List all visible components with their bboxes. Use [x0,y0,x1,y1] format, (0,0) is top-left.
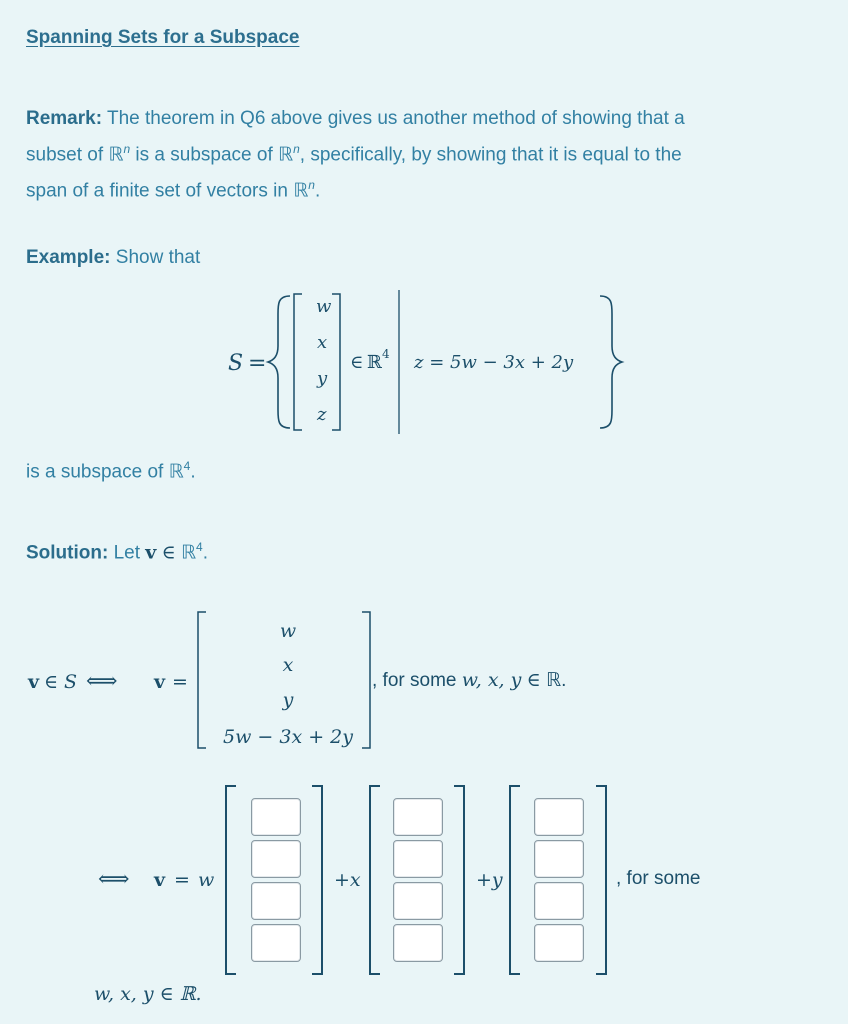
answer-box[interactable] [534,882,584,920]
answer-box[interactable] [534,840,584,878]
solution-end: . [202,542,209,564]
element-of-symbol: ∈ [350,352,364,373]
coefficient: w [198,869,215,891]
right-brace [600,296,622,428]
variables: w, x, y [461,669,522,691]
reals-symbol: ℝ [546,669,562,691]
left-brace [268,296,290,428]
example-conclusion [26,451,196,487]
svg-text:=: = [248,351,267,376]
conclusion-end: . [190,461,196,483]
right-bracket [312,786,322,974]
vector-v: v [154,671,166,693]
remark-line-3a: span of a finite set of vectors in [26,180,294,202]
set-name: S [228,351,244,376]
example-text: Show that [115,247,201,268]
solution-text: Let [113,542,146,564]
reals-symbol: ℝ [180,541,197,564]
vector-v: v [145,541,157,564]
reals-symbol: ℝ [278,143,294,166]
right-bracket [596,786,606,974]
coefficient: +x [334,869,361,891]
trailing-for-some: , for some [616,868,701,889]
vector-entry: y [317,368,328,389]
vector-entry: y [282,689,294,711]
remark-paragraph [26,104,826,207]
answer-box[interactable] [393,840,443,878]
vector-v: v [28,671,40,693]
solution-label: Solution: [26,542,109,564]
left-bracket [198,612,206,748]
conclusion-text: is a subspace of [26,461,169,483]
set-condition: z = 5w − 3x + 2y [414,352,574,373]
right-bracket [454,786,464,974]
exponent-n: n [293,142,300,156]
svg-text:=: = [174,869,190,891]
answer-box[interactable] [393,924,443,962]
set-name: S [64,671,78,693]
answer-box[interactable] [251,840,301,878]
exponent-4: 4 [196,540,203,554]
answer-box[interactable] [534,924,584,962]
exponent-4: 4 [183,459,191,473]
example-label: Example: [26,247,111,268]
final-line: w, x, y ∈ ℝ. [94,983,202,1005]
example-intro [26,243,200,273]
remark-line-2c: , specifically, by showing that it is equal to the [299,144,682,166]
svg-text:=: = [172,671,188,693]
for-some-text: , for some [372,670,462,691]
vector-entry: w [316,296,332,317]
left-bracket [510,786,520,974]
remark-line-2a: subset of [26,144,109,166]
iff-arrow: ⟺ [86,669,118,694]
right-bracket [332,294,340,430]
vector-v: v [154,869,166,891]
element-of-symbol: ∈ [161,541,176,564]
exponent-4: 4 [382,347,390,361]
answer-box[interactable] [251,798,301,836]
answer-box[interactable] [393,798,443,836]
element-of-symbol: ∈ [526,669,541,691]
page-title: Spanning Sets for a Subspace [26,27,300,48]
reals-symbol: ℝ [367,352,382,373]
vector-entry: z [317,404,327,425]
answer-box[interactable] [393,882,443,920]
answer-box[interactable] [534,798,584,836]
answer-box[interactable] [251,882,301,920]
left-bracket [226,786,236,974]
vector-entry: x [282,654,294,676]
left-bracket [294,294,302,430]
remark-line-1: The theorem in Q6 above gives us another method of showing that a [106,108,685,129]
reals-symbol: ℝ [293,179,309,202]
iff-arrow: ⟺ [98,867,130,892]
vector-entry: x [317,332,328,353]
remark-line-2b: is a subspace of [130,144,279,166]
for-some-clause [372,669,566,692]
exponent-n: n [123,142,131,156]
vector-entry: w [279,620,297,642]
remark-line-3b: . [314,180,321,202]
set-definition [220,286,640,436]
left-bracket [370,786,380,974]
clause-end: . [561,670,567,691]
reals-symbol: ℝ [108,143,124,166]
exponent-n: n [308,178,315,193]
solution-intro [26,532,208,568]
vector-entry: 5w − 3x + 2y [223,726,353,748]
answer-box[interactable] [251,924,301,962]
right-bracket [362,612,370,748]
coefficient: +y [476,869,503,891]
element-of-symbol: ∈ [44,671,59,693]
remark-label: Remark: [26,108,103,129]
reals-symbol: ℝ [168,460,184,483]
